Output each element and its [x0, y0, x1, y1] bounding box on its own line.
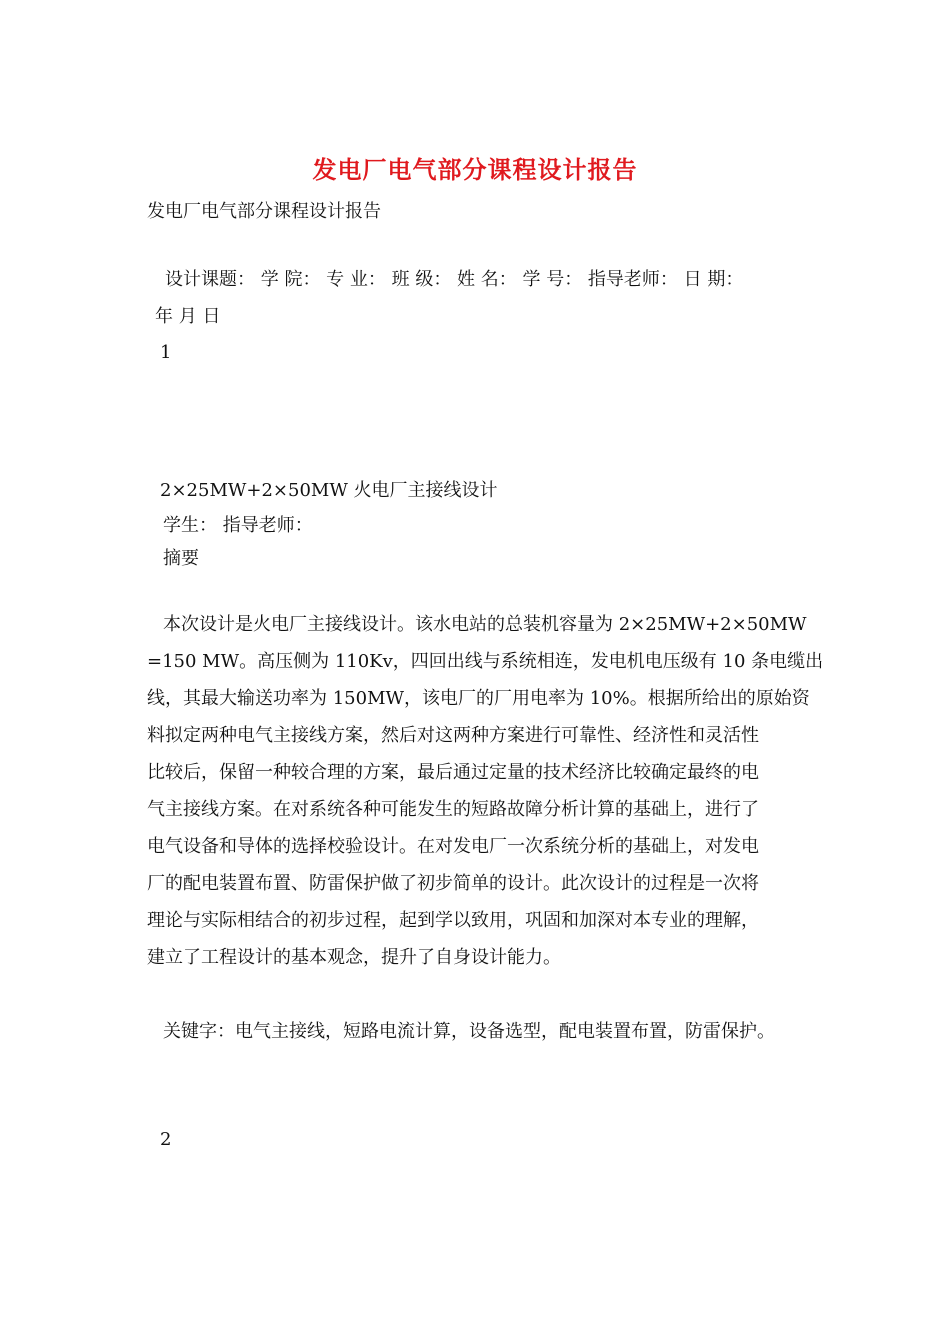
cover-fields-line: 设计课题： 学 院： 专 业： 班 级： 姓 名： 学 号： 指导老师： 日 期： — [165, 269, 744, 290]
abstract-line: 本次设计是火电厂主接线设计。该水电站的总装机容量为 2×25MW+2×50MW — [163, 614, 807, 635]
document-title: 发电厂电气部分课程设计报告 — [312, 155, 638, 184]
student-line: 学生： 指导老师： — [163, 515, 313, 536]
design-title: 2×25MW+2×50MW 火电厂主接线设计 — [160, 480, 498, 501]
abstract-paragraph — [147, 612, 824, 982]
abstract-line: 厂的配电装置布置、防雷保护做了初步简单的设计。此次设计的过程是一次将 — [147, 873, 759, 894]
abstract-line: 比较后，保留一种较合理的方案，最后通过定量的技术经济比较确定最终的电 — [147, 762, 759, 783]
document-subtitle: 发电厂电气部分课程设计报告 — [147, 201, 381, 222]
abstract-line: 电气设备和导体的选择校验设计。在对发电厂一次系统分析的基础上，对发电 — [147, 836, 759, 857]
date-line: 年 月 日 — [155, 306, 221, 327]
abstract-heading: 摘要 — [163, 548, 199, 569]
abstract-line: 气主接线方案。在对系统各种可能发生的短路故障分析计算的基础上，进行了 — [147, 799, 759, 820]
abstract-line: 建立了工程设计的基本观念，提升了自身设计能力。 — [147, 947, 561, 968]
abstract-line: =150 MW。高压侧为 110Kv，四回出线与系统相连，发电机电压级有 10 条电缆出 — [147, 651, 824, 672]
abstract-line: 料拟定两种电气主接线方案，然后对这两种方案进行可靠性、经济性和灵活性 — [147, 725, 759, 746]
abstract-line: 理论与实际相结合的初步过程，起到学以致用，巩固和加深对本专业的理解， — [147, 910, 759, 931]
page-number-1: 1 — [160, 342, 172, 363]
abstract-line: 线，其最大输送功率为 150MW，该电厂的厂用电率为 10%。根据所给出的原始资 — [147, 688, 810, 709]
keywords-line: 关键字：电气主接线，短路电流计算，设备选型，配电装置布置，防雷保护。 — [163, 1021, 775, 1042]
page-number-2: 2 — [160, 1129, 172, 1150]
